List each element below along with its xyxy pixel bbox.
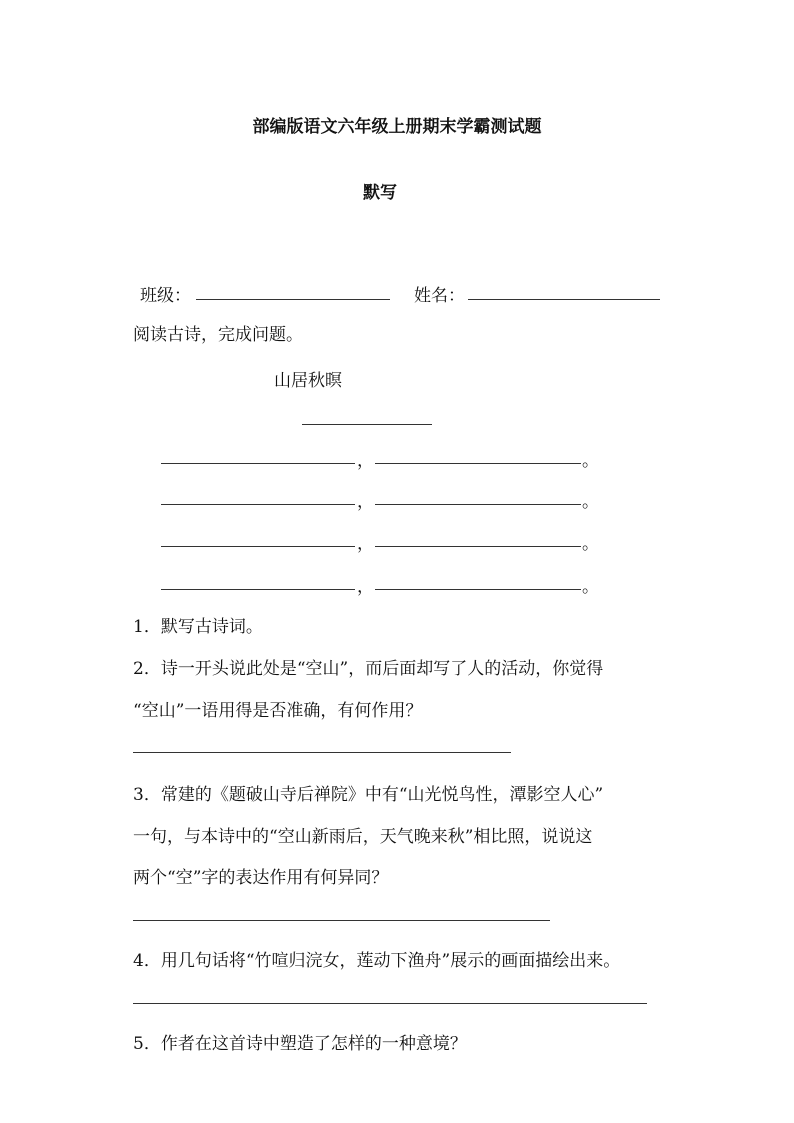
poem-blank[interactable] — [161, 589, 355, 590]
comma: ， — [357, 577, 374, 597]
question-4: 4．用几句话将“竹喧归浣女，莲动下渔舟”展示的画面描绘出来。 — [133, 951, 621, 971]
instruction-text: 阅读古诗，完成问题。 — [133, 325, 303, 345]
question-5: 5．作者在这首诗中塑造了怎样的一种意境？ — [133, 1034, 467, 1054]
period: 。 — [582, 534, 599, 554]
comma: ， — [357, 492, 374, 512]
section-title: 默写 — [363, 183, 397, 203]
question-3-line-3: 两个“空”字的表达作用有何异同？ — [133, 868, 389, 888]
period: 。 — [582, 451, 599, 471]
class-blank[interactable] — [196, 299, 390, 300]
poem-title: 山居秋暝 — [274, 371, 342, 391]
poem-blank[interactable] — [375, 463, 581, 464]
poem-blank[interactable] — [161, 463, 355, 464]
question-1: 1．默写古诗词。 — [133, 617, 263, 637]
answer-blank[interactable] — [133, 1003, 647, 1004]
poem-blank[interactable] — [375, 589, 581, 590]
name-blank[interactable] — [468, 299, 660, 300]
comma: ， — [357, 534, 374, 554]
question-2-line-2: “空山”一语用得是否准确，有何作用？ — [133, 701, 423, 721]
poem-blank[interactable] — [161, 504, 355, 505]
question-3-line-2: 一句，与本诗中的“空山新雨后，天气晚来秋”相比照，说说这 — [133, 827, 593, 847]
period: 。 — [582, 577, 599, 597]
poem-blank[interactable] — [161, 546, 355, 547]
comma: ， — [357, 451, 374, 471]
name-label: 姓名： — [414, 286, 465, 306]
answer-blank[interactable] — [133, 920, 550, 921]
answer-blank[interactable] — [133, 752, 511, 753]
question-2: 2．诗一开头说此处是“空山”，而后面却写了人的活动，你觉得 — [133, 659, 604, 679]
class-label: 班级： — [140, 286, 191, 306]
poem-blank[interactable] — [375, 504, 581, 505]
question-3: 3．常建的《题破山寺后禅院》中有“山光悦鸟性，潭影空人心” — [133, 785, 604, 805]
period: 。 — [582, 492, 599, 512]
poem-author-blank[interactable] — [302, 424, 432, 425]
page-title: 部编版语文六年级上册期末学霸测试题 — [252, 117, 542, 137]
poem-blank[interactable] — [375, 546, 581, 547]
